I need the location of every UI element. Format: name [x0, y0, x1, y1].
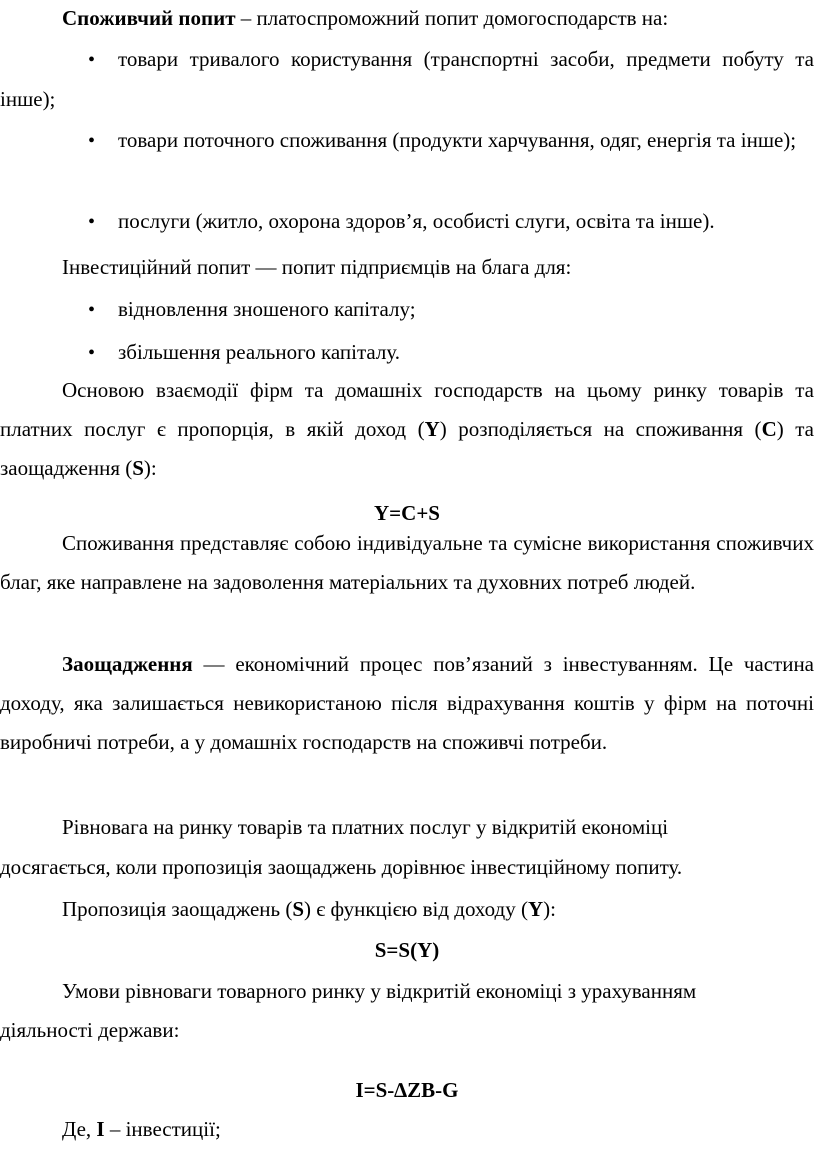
equilibrium-line-2: досягається, коли пропозиція заощаджень дорівнює інвестиційному попиту. [0, 855, 683, 879]
consumption-paragraph: Споживання представляє собою індивідуальне та сумісне використання споживчих благ, яке направлене на задоволення матеріальних та духовних потреб людей. [0, 531, 814, 594]
text-run: ) є функцією від доходу ( [304, 897, 528, 921]
bullet-services [0, 202, 814, 242]
savings-definition: — економічний процес пов’язаний з інвестуванням. Це частина доходу, яка залишається невикористаною після відрахування коштів у фірм на поточні виробничі потреби, а у домашніх господарств на споживчі потреби. [0, 652, 814, 754]
bullet-dot-icon [0, 333, 118, 373]
formula-income: Y=C+S [374, 501, 440, 525]
formula-investment: I=S-∆ZB-G [355, 1078, 459, 1102]
conditions-line-2: діяльності держави: [0, 1018, 180, 1042]
bullet-durable-goods [0, 40, 814, 119]
text-run: – інвестиції; [104, 1117, 221, 1141]
bullet-dot-icon [0, 290, 118, 330]
bullet-capital-renewal [0, 290, 814, 330]
bullet-dot-icon [0, 202, 118, 242]
symbol-s: S [292, 897, 305, 921]
savings-supply-paragraph [0, 890, 814, 929]
symbol-y: Y [527, 897, 544, 921]
text-run: ) розподіляється на споживання ( [439, 417, 762, 441]
formula-savings: S=S(Y) [374, 938, 440, 962]
conditions-line-1: Умови рівноваги товарного ринку у відкритій економіці з урахуванням [62, 979, 697, 1003]
symbol-s: S [132, 456, 144, 480]
bullet-dot-icon [0, 40, 118, 80]
interaction-paragraph [0, 371, 814, 488]
consumer-demand-definition: – платоспроможний попит домогосподарств на: [235, 6, 669, 30]
symbol-i: I [96, 1117, 105, 1141]
symbol-c: C [761, 417, 777, 441]
consumer-demand-term: Споживчий попит [62, 6, 236, 30]
equilibrium-line-1: Рівновага на ринку товарів та платних послуг у відкритій економіці [62, 815, 669, 839]
bullet-capital-growth [0, 333, 814, 373]
savings-term: Заощадження [62, 652, 193, 676]
bullet-text: збільшення реального капіталу. [118, 340, 401, 364]
definition-i-paragraph [0, 1110, 814, 1149]
bullet-text: товари тривалого користування (транспортні засоби, предмети побуту та інше); [0, 47, 814, 111]
text-run: Основою взаємодії фірм та домашніх господарств на цьому ринку товарів та платних послуг є пропорція, в якій доход ( [0, 378, 814, 441]
bullet-text: послуги (житло, охорона здоров’я, особисті слуги, освіта та інше). [118, 209, 715, 233]
text-run: ): [543, 897, 556, 921]
text-run: ): [143, 456, 157, 480]
investment-demand-paragraph: Інвестиційний попит — попит підприємців на блага для: [62, 255, 572, 279]
bullet-current-goods [0, 121, 814, 161]
text-run: Пропозиція заощаджень ( [62, 897, 293, 921]
bullet-dot-icon [0, 121, 118, 161]
text-run: ) та заощадження ( [0, 417, 814, 480]
consumer-demand-paragraph [0, 0, 814, 38]
savings-paragraph [0, 645, 814, 762]
bullet-text: товари поточного споживання (продукти харчування, одяг, енергія та інше); [118, 128, 797, 152]
bullet-text: відновлення зношеного капіталу; [118, 297, 416, 321]
text-run: Де, [62, 1117, 97, 1141]
symbol-y: Y [424, 417, 440, 441]
